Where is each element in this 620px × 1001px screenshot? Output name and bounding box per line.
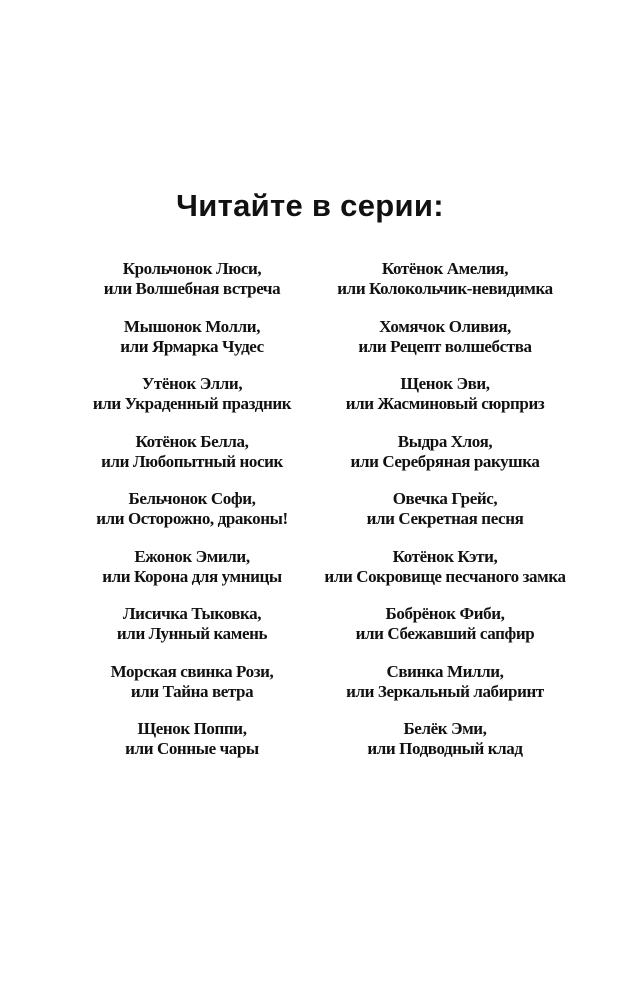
book-entry xyxy=(295,662,595,720)
book-subtitle: или Сонные чары xyxy=(125,739,259,758)
book-name: Свинка Милли, xyxy=(386,661,504,681)
book-name: Котёнок Кэти, xyxy=(392,546,498,566)
book-subtitle: или Сбежавший сапфир xyxy=(355,624,535,643)
book-subtitle: или Серебряная ракушка xyxy=(350,451,540,471)
book-subtitle: или Любопытный носик xyxy=(101,451,283,471)
book-name: Овечка Грейс, xyxy=(392,489,498,508)
book-entry xyxy=(295,374,595,432)
book-entry xyxy=(295,604,595,662)
book-subtitle: или Осторожно, драконы! xyxy=(96,509,288,528)
page-title: Читайте в серии: xyxy=(176,188,444,223)
book-entry xyxy=(295,432,595,490)
book-subtitle: или Сокровище песчаного замка xyxy=(324,566,566,586)
book-name: Лисичка Тыковка, xyxy=(122,604,262,623)
book-name: Щенок Поппи, xyxy=(137,719,247,738)
book-subtitle: или Корона для умницы xyxy=(102,566,282,586)
book-entry xyxy=(295,489,595,547)
book-subtitle: или Волшебная встреча xyxy=(103,279,281,298)
book-subtitle: или Колокольчик-невидимка xyxy=(337,279,553,298)
book-subtitle: или Ярмарка Чудес xyxy=(120,336,264,356)
book-name: Щенок Эви, xyxy=(400,374,490,393)
book-name: Котёнок Белла, xyxy=(135,431,249,451)
book-entry xyxy=(295,259,595,317)
book-subtitle: или Секретная песня xyxy=(366,509,524,528)
book-subtitle: или Зеркальный лабиринт xyxy=(346,681,544,701)
book-entry xyxy=(295,547,595,605)
book-entry xyxy=(295,719,595,777)
book-list-right xyxy=(295,259,595,777)
book-name: Бобрёнок Фиби, xyxy=(385,604,505,623)
book-entry xyxy=(295,317,595,375)
book-name: Выдра Хлоя, xyxy=(397,431,493,451)
book-name: Крольчонок Люси, xyxy=(122,259,262,278)
book-name: Ежонок Эмили, xyxy=(134,546,250,566)
book-name: Мышонок Молли, xyxy=(123,316,261,336)
book-subtitle: или Рецепт волшебства xyxy=(358,336,532,356)
book-name: Морская свинка Рози, xyxy=(110,661,274,681)
book-subtitle: или Подводный клад xyxy=(367,739,523,758)
book-name: Котёнок Амелия, xyxy=(381,259,509,278)
book-name: Белёк Эми, xyxy=(403,719,487,738)
book-name: Утёнок Элли, xyxy=(141,374,243,393)
book-subtitle: или Жасминовый сюрприз xyxy=(345,394,545,413)
book-name: Хомячок Оливия, xyxy=(379,316,511,336)
book-name: Бельчонок Софи, xyxy=(128,489,256,508)
book-subtitle: или Украденный праздник xyxy=(92,394,292,413)
book-subtitle: или Лунный камень xyxy=(116,624,268,643)
book-subtitle: или Тайна ветра xyxy=(130,681,254,701)
